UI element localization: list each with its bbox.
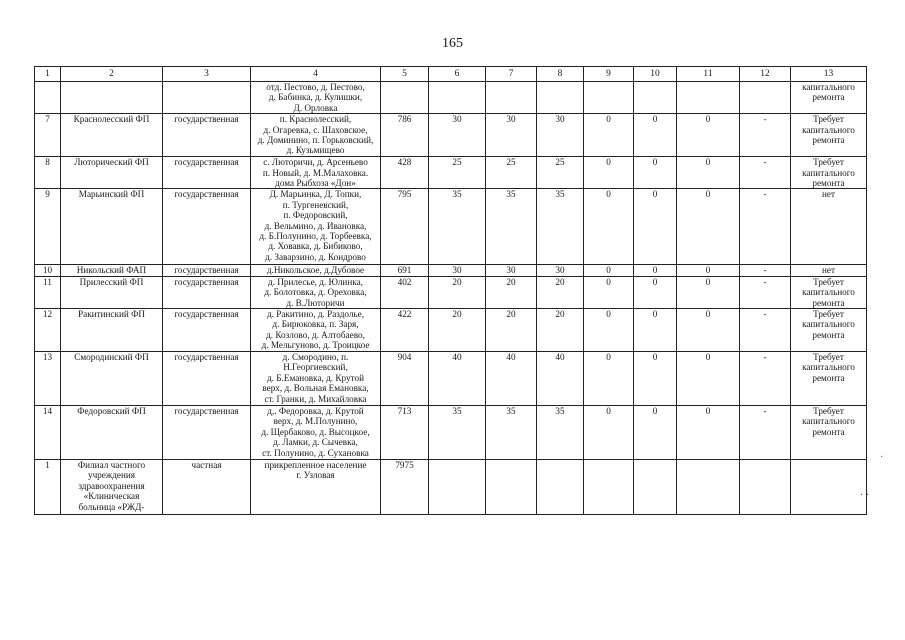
table-cell — [634, 460, 677, 515]
table-cell: 9 — [35, 189, 61, 265]
table-cell: 0 — [634, 406, 677, 460]
facilities-table — [34, 66, 870, 515]
table-cell: 0 — [584, 157, 634, 189]
table-cell: 20 — [486, 276, 537, 308]
table-cell: 713 — [381, 406, 429, 460]
column-header: 10 — [634, 67, 677, 82]
column-header: 8 — [537, 67, 584, 82]
table-cell: 0 — [584, 276, 634, 308]
table-cell: 35 — [486, 406, 537, 460]
table-cell: 691 — [381, 265, 429, 276]
table-cell — [584, 460, 634, 515]
cell-text-line: д. Прилесье, д. Юлинка, — [268, 276, 363, 287]
cell-text-line: д,. Федоровка, д. Крутой — [267, 406, 364, 417]
table-cell — [791, 157, 867, 189]
cell-text-line: капитального — [802, 167, 855, 178]
cell-text-line: д. Смородино, п. — [282, 352, 349, 363]
cell-text-line: Марьинский ФП — [78, 189, 145, 200]
table-cell — [429, 82, 486, 114]
table-cell — [61, 157, 163, 189]
column-header: 11 — [677, 67, 740, 82]
cell-text-line: д. Огаревка, с. Шаховское, — [263, 124, 368, 135]
table-cell: 0 — [584, 352, 634, 406]
table-cell: 0 — [634, 189, 677, 265]
table-cell: 40 — [429, 352, 486, 406]
table-cell: 35 — [429, 189, 486, 265]
table-cell: 402 — [381, 276, 429, 308]
cell-text-line: верх, д. М.Полунино, — [273, 416, 358, 427]
table-cell: 7 — [35, 114, 61, 157]
table-cell: государственная — [163, 276, 251, 308]
table-cell: - — [740, 309, 791, 352]
table-cell — [251, 276, 381, 308]
table-cell: 795 — [381, 189, 429, 265]
table-cell: 20 — [429, 276, 486, 308]
table-cell — [791, 309, 867, 352]
cell-text-line: д. Б.Полунино, д. Торбеевка, — [259, 231, 372, 242]
column-header: 6 — [429, 67, 486, 82]
table-cell: 0 — [634, 157, 677, 189]
scan-mark: · · — [860, 490, 870, 501]
table-cell: 0 — [677, 157, 740, 189]
table-cell: 0 — [677, 309, 740, 352]
table-cell: 12 — [35, 309, 61, 352]
cell-text-line: верх, д. Вольная Емановка, — [262, 383, 369, 394]
cell-text-line: отд. Пестово, д. Пестово, — [266, 82, 365, 92]
table-cell — [251, 265, 381, 276]
table-cell — [791, 265, 867, 276]
table-cell: 786 — [381, 114, 429, 157]
cell-text-line: капитального — [802, 287, 855, 298]
cell-text-line: с. Люторичи, д. Арсеньево — [263, 157, 368, 168]
cell-text-line: ст. Гранки, д. Михайловка — [264, 393, 367, 404]
table-cell — [61, 406, 163, 460]
table-cell — [677, 460, 740, 515]
cell-text-line: нет — [821, 265, 835, 276]
table-cell: 0 — [584, 309, 634, 352]
cell-text-line: д. Козлово, д. Алтобаево, — [266, 329, 365, 340]
cell-text-line: «Клиническая — [83, 491, 140, 502]
cell-text-line: ремонта — [812, 135, 845, 146]
table-cell — [791, 406, 867, 460]
cell-text-line: д. Болотовка, д. Ореховка, — [264, 287, 367, 298]
cell-text-line: д. В.Люторичи — [286, 297, 345, 308]
table-row — [35, 352, 867, 406]
column-header: 12 — [740, 67, 791, 82]
table-cell: - — [740, 276, 791, 308]
cell-text-line: Ракитинский ФП — [78, 309, 145, 320]
cell-text-line: д. Ховавка, д. Бибиково, — [268, 241, 363, 252]
table-cell: - — [740, 189, 791, 265]
cell-text-line: д. Бабинка, д. Кулишки, — [268, 92, 363, 103]
table-cell — [740, 82, 791, 114]
table-cell: 40 — [486, 352, 537, 406]
table-cell — [61, 276, 163, 308]
table-cell: - — [740, 157, 791, 189]
cell-text-line: Прилесский ФП — [79, 276, 144, 287]
cell-text-line: здравоохранения — [78, 480, 145, 491]
table-cell: 25 — [429, 157, 486, 189]
table-cell: государственная — [163, 406, 251, 460]
table-cell — [251, 460, 381, 515]
cell-text-line: г. Узловая — [296, 470, 335, 481]
table-cell: 20 — [537, 309, 584, 352]
table-cell: 11 — [35, 276, 61, 308]
cell-text-line: ремонта — [812, 426, 845, 437]
cell-text-line: капитального — [802, 362, 855, 373]
table-cell — [486, 82, 537, 114]
cell-text-line: д. Заварзино, д. Кондрово — [265, 251, 366, 262]
table-cell: частная — [163, 460, 251, 515]
column-header: 3 — [163, 67, 251, 82]
table-cell — [61, 309, 163, 352]
cell-text-line: п. Краснолесский, — [279, 114, 352, 125]
cell-text-line: ремонта — [812, 178, 845, 189]
cell-text-line: ремонта — [812, 92, 845, 103]
cell-text-line: больница «РЖД- — [78, 501, 145, 512]
table-cell — [251, 406, 381, 460]
table-cell: 20 — [537, 276, 584, 308]
cell-text-line: д. Ламки, д. Сычевка, — [273, 437, 358, 448]
cell-text-line: д. Доминино, п. Горьковский, — [257, 135, 374, 146]
table-cell — [61, 460, 163, 515]
table-cell: 428 — [381, 157, 429, 189]
table-cell: - — [740, 406, 791, 460]
table-cell: 30 — [429, 114, 486, 157]
cell-text-line: д. Б.Емановка, д. Крутой — [267, 372, 364, 383]
cell-text-line: капитального — [802, 124, 855, 135]
scan-mark: · — [880, 452, 884, 463]
cell-text-line: Требует — [813, 157, 844, 168]
table-cell: 0 — [677, 189, 740, 265]
cell-text-line: Требует — [813, 276, 844, 287]
table-cell: 8 — [35, 157, 61, 189]
table-cell: - — [740, 352, 791, 406]
table-cell: государственная — [163, 157, 251, 189]
table-cell: 35 — [537, 406, 584, 460]
table-cell — [251, 309, 381, 352]
cell-text-line: Требует — [813, 114, 844, 125]
table-cell: государственная — [163, 265, 251, 276]
table-cell: 0 — [584, 265, 634, 276]
table-cell: государственная — [163, 352, 251, 406]
table-cell — [35, 82, 61, 114]
table-cell — [251, 189, 381, 265]
table-cell: 0 — [634, 276, 677, 308]
table-row — [35, 189, 867, 265]
column-header: 7 — [486, 67, 537, 82]
table-cell — [251, 114, 381, 157]
table-cell — [791, 352, 867, 406]
cell-text-line: Смородинский ФП — [74, 352, 149, 363]
table-cell: 0 — [634, 114, 677, 157]
cell-text-line: д. Вельмино, д. Ивановка, — [264, 220, 367, 231]
table-cell — [381, 82, 429, 114]
table-cell — [791, 114, 867, 157]
table-cell — [429, 460, 486, 515]
column-header: 13 — [791, 67, 867, 82]
cell-text-line: капитального — [802, 416, 855, 427]
table-cell: 30 — [486, 265, 537, 276]
column-header: 9 — [584, 67, 634, 82]
table-cell: 30 — [486, 114, 537, 157]
cell-text-line: Требует — [813, 406, 844, 417]
cell-text-line: п. Тургеневский, — [282, 199, 349, 210]
table-cell: 35 — [486, 189, 537, 265]
table-cell — [61, 265, 163, 276]
table-cell: 0 — [584, 189, 634, 265]
table-cell: 30 — [537, 265, 584, 276]
table-cell: 0 — [677, 276, 740, 308]
cell-text-line: прикрепленное население — [264, 460, 367, 471]
table-cell — [791, 460, 870, 515]
cell-text-line: дома Рыбхоза «Дон» — [275, 178, 356, 189]
cell-text-line: д. Ракитино, д. Раздолье, — [266, 309, 365, 320]
table-cell: 20 — [486, 309, 537, 352]
cell-text-line: ст. Полунино, д. Сухановка — [262, 447, 369, 458]
table-cell — [163, 82, 251, 114]
cell-text-line: Требует — [813, 352, 844, 363]
column-header: 2 — [61, 67, 163, 82]
table-cell — [791, 276, 867, 308]
column-header: 5 — [381, 67, 429, 82]
cell-text-line: д. Щербаково, д. Высоцкое, — [261, 426, 370, 437]
table-cell: государственная — [163, 309, 251, 352]
cell-text-line: д. Мельгуново, д. Троицкое — [261, 340, 370, 351]
table-cell — [791, 82, 867, 114]
page-number: 165 — [442, 36, 463, 51]
table-cell: 0 — [677, 406, 740, 460]
table-cell: 20 — [429, 309, 486, 352]
table-cell — [791, 189, 867, 265]
table-cell — [537, 460, 584, 515]
table-row — [35, 276, 867, 308]
table-cell — [61, 189, 163, 265]
cell-text-line: д. Кузьмищево — [286, 145, 345, 156]
cell-text-line: п. Новый, д. М.Малаховка. — [262, 167, 369, 178]
table-cell — [634, 82, 677, 114]
table-row — [35, 157, 867, 189]
table-cell: 0 — [677, 265, 740, 276]
cell-text-line: нет — [821, 189, 835, 200]
table-cell: 7975 — [381, 460, 429, 515]
table-row — [35, 460, 867, 515]
table-cell — [61, 352, 163, 406]
table-cell — [61, 114, 163, 157]
table-cell: 40 — [537, 352, 584, 406]
table-row — [35, 406, 867, 460]
cell-text-line: Никольский ФАП — [76, 265, 147, 276]
table-cell: государственная — [163, 114, 251, 157]
table-cell: 0 — [677, 352, 740, 406]
table-cell: 422 — [381, 309, 429, 352]
table-cell — [677, 82, 740, 114]
table-cell: 0 — [584, 406, 634, 460]
cell-text-line: Д. Марьинка, Д. Топки, — [269, 189, 362, 200]
column-header: 1 — [35, 67, 61, 82]
cell-text-line: ремонта — [812, 372, 845, 383]
table-cell: 35 — [429, 406, 486, 460]
table-cell: 0 — [634, 352, 677, 406]
header-row — [35, 67, 867, 82]
cell-text-line: д. Бирюковка, п. Заря, — [272, 319, 359, 330]
table-cell: 0 — [634, 265, 677, 276]
table-cell: 25 — [486, 157, 537, 189]
cell-text-line: Требует — [813, 309, 844, 320]
table-cell: 1 — [35, 460, 61, 515]
table-cell — [61, 82, 163, 114]
cell-text-line: капитального — [802, 319, 855, 330]
table-cell: 13 — [35, 352, 61, 406]
table-cell — [251, 157, 381, 189]
table-cell — [486, 460, 537, 515]
column-header: 4 — [251, 67, 381, 82]
table-cell: 904 — [381, 352, 429, 406]
table-row — [35, 114, 867, 157]
table-cell: 0 — [584, 114, 634, 157]
table-cell: 25 — [537, 157, 584, 189]
table-cell: 30 — [429, 265, 486, 276]
cell-text-line: Филиал частного — [77, 460, 146, 471]
table-cell: 0 — [677, 114, 740, 157]
cell-text-line: Н.Георгиевский, — [283, 362, 348, 373]
table-cell: 30 — [537, 114, 584, 157]
cell-text-line: Федоровский ФП — [77, 406, 146, 417]
table-cell — [251, 82, 381, 114]
cell-text-line: п. Федоровский, — [283, 210, 348, 221]
cell-text-line: ремонта — [812, 329, 845, 340]
table-cell: - — [740, 265, 791, 276]
cell-text-line: Люторический ФП — [74, 157, 149, 168]
cell-text-line: Краснолесский ФП — [73, 114, 150, 125]
table-cell — [537, 82, 584, 114]
table-cell: 0 — [634, 309, 677, 352]
table-row — [35, 265, 867, 276]
table-cell: 14 — [35, 406, 61, 460]
table-row — [35, 309, 867, 352]
table-cell: 10 — [35, 265, 61, 276]
table-cell: 35 — [537, 189, 584, 265]
table-cell — [584, 82, 634, 114]
cell-text-line: ремонта — [812, 297, 845, 308]
cell-text-line: учреждения — [87, 470, 136, 481]
table-cell: - — [740, 114, 791, 157]
table-row — [35, 82, 867, 114]
table-cell — [740, 460, 791, 515]
cell-text-line: Д. Орловка — [293, 102, 338, 113]
cell-text-line: д.Никольское, д.Дубовое — [266, 265, 365, 276]
table-cell: государственная — [163, 189, 251, 265]
cell-text-line: капитального — [802, 82, 855, 92]
table-cell — [251, 352, 381, 406]
